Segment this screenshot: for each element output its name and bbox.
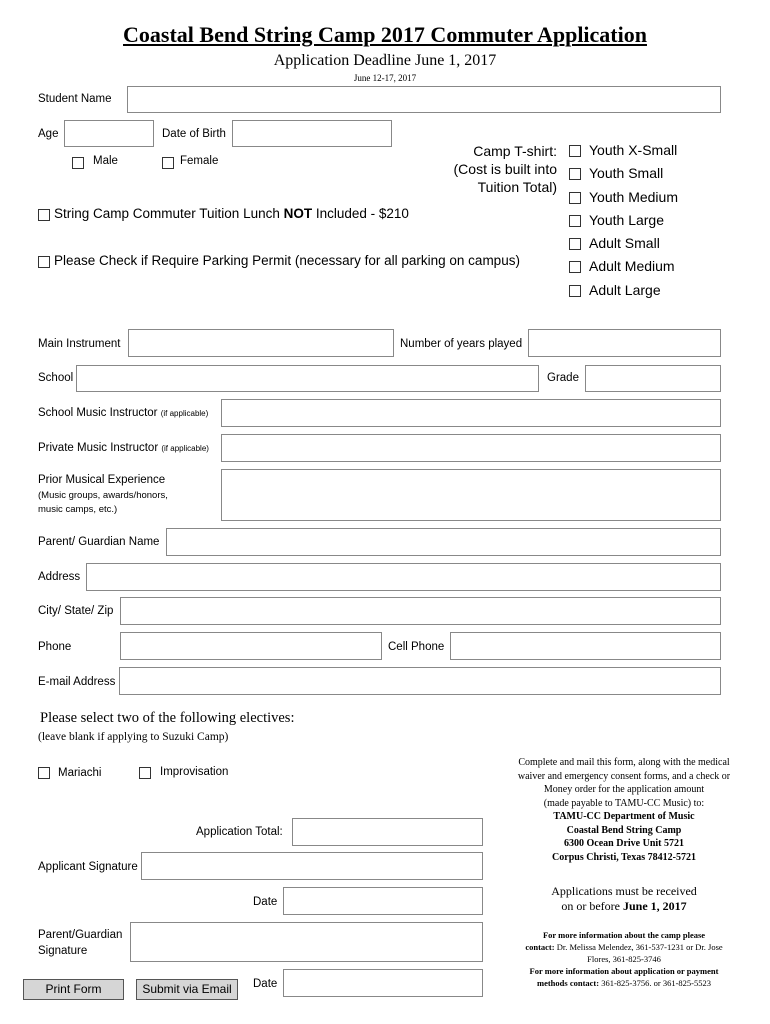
improvisation-label: Improvisation	[160, 766, 229, 778]
tshirt-size-label: Youth Medium	[589, 188, 678, 205]
received-date: June 1, 2017	[622, 899, 687, 913]
tuition-label	[54, 206, 409, 221]
contact-info	[496, 929, 752, 989]
tshirt-label	[420, 142, 557, 196]
contact-line	[496, 977, 752, 989]
date-input[interactable]	[283, 887, 483, 915]
tshirt-checkbox[interactable]	[569, 238, 581, 250]
tshirt-label-line3: Tuition Total)	[477, 179, 557, 195]
contact-text: Dr. Melissa Melendez, 361-537-1231 or Dr. Jose	[554, 942, 723, 952]
tuition-text: String Camp Commuter Tuition Lunch	[54, 206, 284, 221]
mail-line: waiver and emergency consent forms, and a check or	[517, 770, 731, 782]
city-input[interactable]	[120, 597, 721, 625]
address-input[interactable]	[86, 563, 721, 591]
contact-bold: methods contact:	[537, 978, 600, 988]
print-form-button[interactable]: Print Form	[23, 979, 124, 1000]
years-played-input[interactable]	[528, 329, 721, 357]
contact-line: For more information about the camp please	[542, 930, 706, 940]
camp-dates: June 12-17, 2017	[353, 73, 417, 83]
tshirt-size-label: Adult Large	[589, 281, 661, 298]
dob-input[interactable]	[232, 120, 392, 147]
grade-input[interactable]	[585, 365, 721, 392]
school-input[interactable]	[76, 365, 539, 392]
tshirt-checkbox[interactable]	[569, 261, 581, 273]
mail-line: Corpus Christi, Texas 78412-5721	[552, 851, 696, 863]
contact-line: Flores, 361-825-3746	[587, 954, 661, 964]
deadline: Application Deadline June 1, 2017	[273, 52, 497, 69]
guardian-signature-label1: Parent/Guardian	[38, 929, 123, 941]
applicant-signature-label: Applicant Signature	[38, 861, 138, 873]
app-total-input[interactable]	[292, 818, 483, 846]
mail-line: (made payable to TAMU-CC Music) to:	[543, 797, 705, 809]
tshirt-checkbox[interactable]	[569, 168, 581, 180]
date-label: Date	[253, 896, 278, 908]
cell-phone-input[interactable]	[450, 632, 721, 660]
mail-line: 6300 Ocean Drive Unit 5721	[564, 838, 684, 849]
years-played-label: Number of years played	[400, 338, 523, 350]
tshirt-size-label: Youth Large	[589, 211, 664, 228]
guardian-signature-input[interactable]	[130, 922, 483, 962]
prior-experience-note1: (Music groups, awards/honors,	[38, 490, 168, 501]
tshirt-label-line1: Camp T-shirt:	[473, 143, 557, 159]
student-name-input[interactable]	[127, 86, 721, 113]
applicant-signature-input[interactable]	[141, 852, 483, 880]
private-instructor-text: Private Music Instructor	[38, 442, 159, 454]
school-instructor-input[interactable]	[221, 399, 721, 427]
school-instructor-text: School Music Instructor	[38, 407, 158, 419]
guardian-signature-label2: Signature	[38, 945, 88, 957]
mail-line: TAMU-CC Department of Music	[553, 811, 695, 822]
school-instructor-note: (if applicable)	[160, 409, 209, 418]
phone-label: Phone	[38, 641, 72, 653]
tshirt-checkbox[interactable]	[569, 285, 581, 297]
received-line2	[496, 899, 752, 914]
email-label: E-mail Address	[38, 676, 116, 688]
phone-input[interactable]	[120, 632, 382, 660]
date2-input[interactable]	[283, 969, 483, 997]
tuition-price: Included - $210	[312, 206, 409, 221]
tshirt-size-label: Youth X-Small	[589, 142, 678, 158]
tshirt-label-line2: (Cost is built into	[453, 161, 557, 177]
guardian-name-input[interactable]	[166, 528, 721, 556]
submit-email-button[interactable]: Submit via Email	[136, 979, 238, 1000]
address-label: Address	[38, 571, 81, 583]
male-label: Male	[93, 155, 118, 167]
contact-line: For more information about application or payment	[529, 966, 719, 976]
school-instructor-label	[38, 407, 208, 419]
mariachi-label: Mariachi	[58, 767, 102, 779]
prior-experience-label: Prior Musical Experience	[38, 474, 166, 486]
mail-line: Coastal Bend String Camp	[566, 824, 682, 836]
tshirt-size-label: Youth Small	[589, 165, 664, 182]
grade-label: Grade	[547, 372, 579, 384]
electives-heading: Please select two of the following electives:	[40, 710, 295, 726]
tshirt-checkbox[interactable]	[569, 192, 581, 204]
tshirt-size-label: Adult Medium	[589, 258, 675, 275]
improvisation-checkbox[interactable]	[139, 767, 151, 779]
app-total-label: Application Total:	[196, 826, 283, 838]
page-title: Coastal Bend String Camp 2017 Commuter Application	[123, 22, 647, 47]
tshirt-size-label: Adult Small	[589, 235, 660, 252]
received-text: on or before	[561, 899, 623, 913]
prior-experience-input[interactable]	[221, 469, 721, 521]
tshirt-checkbox[interactable]	[569, 145, 581, 157]
school-label: School	[38, 372, 74, 384]
contact-text: 361-825-3756. or 361-825-5523	[599, 978, 711, 988]
age-input[interactable]	[64, 120, 154, 147]
contact-bold: contact:	[525, 942, 555, 952]
electives-note: (leave blank if applying to Suzuki Camp)	[38, 731, 229, 743]
prior-experience-note2: music camps, etc.)	[38, 504, 118, 515]
mariachi-checkbox[interactable]	[38, 767, 50, 779]
private-instructor-input[interactable]	[221, 434, 721, 462]
private-instructor-note: (if applicable)	[161, 444, 209, 453]
dob-label: Date of Birth	[162, 128, 226, 140]
parking-label: Please Check if Require Parking Permit (necessary for all parking on campus)	[54, 253, 520, 268]
cell-phone-label: Cell Phone	[388, 641, 445, 653]
private-instructor-label	[38, 442, 209, 454]
tuition-checkbox[interactable]	[38, 209, 50, 221]
male-checkbox[interactable]	[72, 157, 84, 169]
female-checkbox[interactable]	[162, 157, 174, 169]
tuition-not: NOT	[283, 206, 313, 221]
guardian-name-label: Parent/ Guardian Name	[38, 536, 160, 548]
received-line1: Applications must be received	[551, 884, 697, 898]
contact-line	[496, 941, 752, 953]
female-label: Female	[180, 155, 219, 167]
city-label: City/ State/ Zip	[38, 605, 114, 617]
date2-label: Date	[253, 978, 278, 990]
received-notice	[496, 884, 752, 914]
email-input[interactable]	[119, 667, 721, 695]
student-name-label: Student Name	[38, 93, 112, 105]
age-label: Age	[38, 128, 59, 140]
tshirt-checkbox[interactable]	[569, 215, 581, 227]
mail-instructions	[496, 756, 752, 864]
mail-line: Money order for the application amount	[543, 784, 705, 795]
main-instrument-input[interactable]	[128, 329, 394, 357]
parking-checkbox[interactable]	[38, 256, 50, 268]
main-instrument-label: Main Instrument	[38, 338, 121, 350]
mail-line: Complete and mail this form, along with the medical	[518, 757, 730, 768]
